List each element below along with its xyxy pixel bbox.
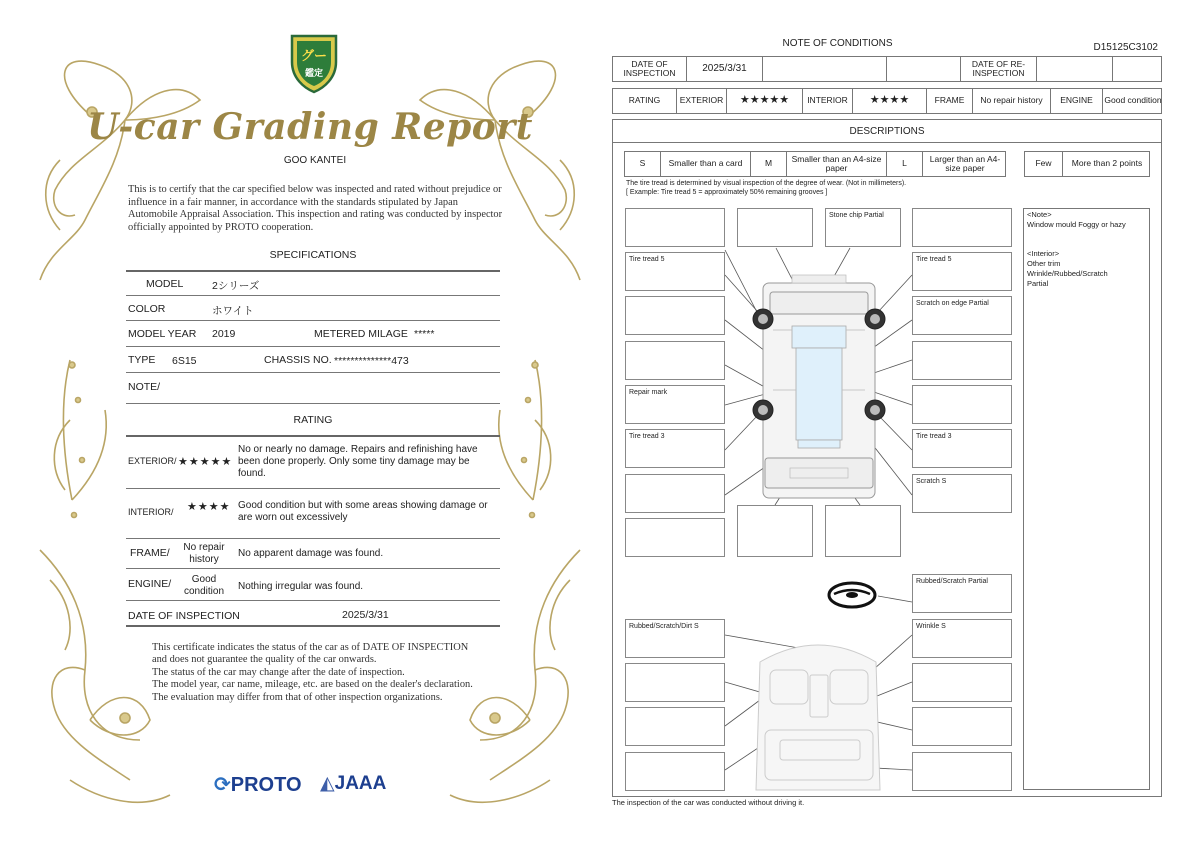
frame-value: No repair history (183, 542, 225, 565)
engine-label: ENGINE (1051, 89, 1103, 113)
proto-logo (214, 772, 302, 797)
interior-stars: ★★★★ (853, 89, 927, 113)
type-label: TYPE (128, 354, 156, 366)
divider (126, 435, 500, 437)
tread-note: The tire tread is determined by visual inspection of the degree of wear. (Not in millimeters). (626, 180, 907, 187)
side-interior-line: Other trim (1027, 259, 1061, 268)
grading-certificate (30, 20, 590, 830)
model-year-label: MODEL YEAR (128, 328, 197, 340)
svg-text:グー: グー (300, 49, 328, 64)
note-label: NOTE/ (128, 381, 161, 393)
side-interior-line: Wrinkle/Rubbed/Scratch (1027, 269, 1108, 278)
annotation-box: Tire tread 5 (625, 252, 725, 291)
interior-label: INTERIOR (803, 89, 853, 113)
date-label: DATE OF INSPECTION (128, 610, 240, 622)
type-value: 6S15 (172, 355, 197, 367)
annotation-box: Wrinkle S (912, 619, 1012, 658)
svg-text:鑑定: 鑑定 (304, 69, 324, 79)
footer-line: The evaluation may differ from that of other inspection organizations. (152, 691, 443, 703)
jaaa-mark-icon: ◭ (320, 773, 335, 794)
legend-s-desc: Smaller than a card (661, 152, 751, 176)
goo-kantei-logo (286, 32, 342, 94)
divider (126, 372, 500, 373)
descriptions-heading: DESCRIPTIONS (612, 119, 1162, 143)
engine-description: Nothing irregular was found. (238, 581, 364, 592)
divider (126, 625, 500, 627)
footer-line: The model year, car name, mileage, etc. are based on the dealer's declaration. (152, 679, 473, 691)
color-label: COLOR (128, 303, 166, 315)
annotation-box: Tire tread 3 (912, 429, 1012, 468)
annotation-box: Rubbed/Scratch Partial (912, 574, 1012, 613)
chassis-label: CHASSIS NO. (264, 354, 332, 366)
certificate-subtitle: GOO KANTEI (283, 155, 347, 166)
side-note-head: <Note> (1027, 210, 1052, 219)
divider (126, 538, 500, 539)
tread-example: [ Example: Tire tread 5 = approximately 50% remaining grooves ] (626, 189, 828, 196)
annotation-box: Tire tread 5 (912, 252, 1012, 291)
annotation-box: Scratch on edge Partial (912, 296, 1012, 335)
note-code: D15125C3102 (1093, 42, 1158, 53)
exterior-label: EXTERIOR (677, 89, 727, 113)
exterior-stars: ★★★★★ (178, 456, 233, 468)
metered-milage-label: METERED MILAGE (314, 328, 408, 340)
annotation-box: Tire tread 3 (625, 429, 725, 468)
certificate-footer (152, 642, 482, 704)
legend-few-key: Few (1025, 152, 1063, 176)
annotation-box: Rubbed/Scratch/Dirt S (625, 619, 725, 658)
engine-value: Good condition (1104, 95, 1162, 106)
annotation-box: Repair mark (625, 385, 725, 424)
annotation-box: Stone chip Partial (825, 208, 901, 247)
note-title: NOTE OF CONDITIONS (782, 38, 893, 49)
divider (126, 600, 500, 601)
legend-l-desc: Larger than an A4-size paper (929, 153, 1001, 173)
exterior-stars: ★★★★★ (727, 89, 803, 113)
rating-label: RATING (613, 89, 677, 113)
divider (126, 320, 500, 321)
engine-value: Good condition (183, 574, 225, 597)
rating-heading: RATING (293, 414, 333, 426)
frame-value: No repair history (973, 89, 1051, 113)
legend-l-key: L (887, 152, 923, 176)
footer-line: The status of the car may change after the date of inspection. (152, 666, 405, 678)
note-footer: The inspection of the car was conducted without driving it. (612, 798, 805, 807)
legend-m-key: M (751, 152, 787, 176)
divider (126, 568, 500, 569)
engine-label: ENGINE/ (128, 578, 172, 590)
certificate-intro: This is to certify that the car specified below was inspected and rated without prejudice or influence in a fair manner, in accordance with the standards stipulated by Japan Automobile Appraisal Association. This inspection and rating was conducted by inspector officially appointed by PROTO cooperation. (128, 184, 503, 233)
frame-label: FRAME/ (130, 547, 170, 559)
side-interior-line: Partial (1027, 279, 1049, 288)
specifications-heading: SPECIFICATIONS (269, 249, 357, 261)
divider (126, 295, 500, 296)
date-value: 2025/3/31 (342, 609, 389, 621)
legend-few-desc: More than 2 points (1071, 158, 1143, 169)
divider (126, 270, 500, 272)
reinspection-label: DATE OF RE-INSPECTION (961, 57, 1037, 81)
interior-car-diagram (610, 30, 1170, 830)
frame-description: No apparent damage was found. (238, 548, 384, 559)
divider (126, 488, 500, 489)
jaaa-brand-text: JAAA (334, 773, 387, 794)
legend-m-desc: Smaller than an A4-size paper (787, 152, 887, 176)
model-value: 2シリーズ (212, 280, 260, 292)
interior-stars: ★★★★ (187, 501, 231, 513)
date-of-inspection-label: DATE OF INSPECTION (613, 57, 687, 81)
model-label: MODEL (146, 278, 184, 290)
note-of-conditions (610, 30, 1170, 830)
side-note-text: Window mould Foggy or hazy (1027, 220, 1126, 229)
proto-brand-text: PROTO (230, 774, 302, 796)
divider (126, 403, 500, 404)
footer-line: This certificate indicates the status of the car as of DATE OF INSPECTION and does not guarantee the quality of the car onwards. (152, 642, 469, 666)
exterior-label: EXTERIOR/ (128, 456, 177, 466)
annotation-box: Scratch S (912, 474, 1012, 513)
color-value: ホワイト (212, 305, 254, 317)
interior-description: Good condition but with some areas showing damage or are worn out excessively (238, 500, 488, 523)
legend-s-key: S (625, 152, 661, 176)
divider (126, 346, 500, 347)
proto-mark-icon: ⟳ (214, 774, 231, 796)
chassis-value: **************473 (334, 355, 409, 367)
date-of-inspection-value: 2025/3/31 (687, 57, 763, 81)
model-year-value: 2019 (212, 328, 236, 340)
certificate-title: U-car Grading Report (87, 106, 533, 148)
interior-label: INTERIOR/ (128, 507, 174, 517)
jaaa-logo (320, 772, 386, 795)
metered-milage-value: ***** (414, 328, 435, 340)
exterior-description: No or nearly no damage. Repairs and refinishing have been done properly. Only some tiny damage may be found. (238, 444, 478, 479)
frame-label: FRAME (927, 89, 973, 113)
side-interior-head: <Interior> (1027, 249, 1060, 258)
